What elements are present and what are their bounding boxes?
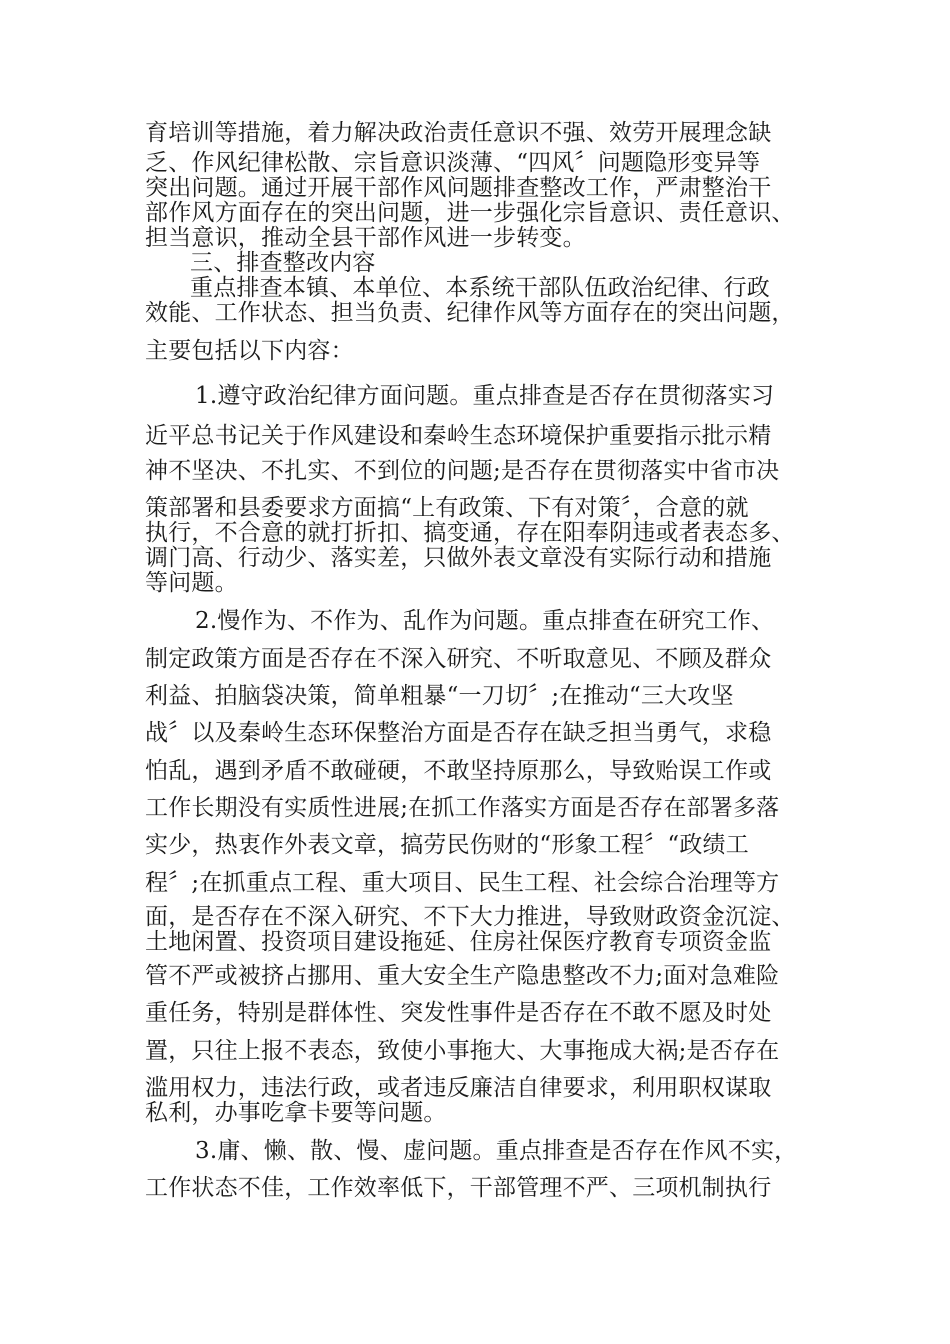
text-line: 部作风方面存在的突出问题，进一步强化宗旨意识、责任意识、 (145, 200, 795, 226)
text-line: 突出问题。通过开展干部作风问题排查整改工作，严肃整治干 (145, 175, 772, 201)
text-line: 执行，不合意的就打折扣、搞变通，存在阳奉阴违或者表态多、 (145, 520, 795, 546)
text-line: 程〞;在抓重点工程、重大项目、民生工程、社会综合治理等方 (145, 870, 780, 896)
text-line: 担当意识，推动全县干部作风进一步转变。 (145, 225, 586, 251)
text-line: 怕乱，遇到矛盾不敢碰硬，不敢坚持原那么，导致贻误工作或 (145, 758, 772, 784)
text-line: 实少，热衷作外表文章，搞劳民伤财的“形象工程〞“政绩工 (145, 832, 749, 858)
text-line: 2.慢作为、不作为、乱作为问题。重点排查在研究工作、 (195, 608, 775, 634)
text-line: 近平总书记关于作风建设和秦岭生态环境保护重要指示批示精 (145, 423, 772, 449)
text-line: 工作长期没有实质性进展;在抓工作落实方面是否存在部署多落 (145, 795, 780, 821)
text-line: 战〞以及秦岭生态环保整治方面是否存在缺乏担当勇气，求稳 (145, 720, 772, 746)
text-line: 滥用权力，违法行政，或者违反廉洁自律要求，利用职权谋取 (145, 1075, 772, 1101)
text-line: 重任务，特别是群体性、突发性事件是否存在不敢不愿及时处 (145, 1000, 772, 1026)
text-line: 3.庸、懒、散、慢、虚问题。重点排查是否存在作风不实， (195, 1138, 798, 1164)
text-line: 重点排查本镇、本单位、本系统干部队伍政治纪律、行政 (190, 275, 770, 301)
text-line: 乏、作风纪律松散、宗旨意识淡薄、“四风〞问题隐形变异等 (145, 150, 761, 176)
text-line: 土地闲置、投资项目建设拖延、住房社保医疗教育专项资金监 (145, 929, 772, 955)
text-line: 效能、工作状态、担当负责、纪律作风等方面存在的突出问题， (145, 300, 795, 326)
text-line: 制定政策方面是否存在不深入研究、不听取意见、不顾及群众 (145, 646, 772, 672)
text-line: 私利，办事吃拿卡要等问题。 (145, 1100, 447, 1126)
text-line: 育培训等措施，着力解决政治责任意识不强、效劳开展理念缺 (145, 120, 772, 146)
text-line: 神不坚决、不扎实、不到位的问题;是否存在贯彻落实中省市决 (145, 458, 780, 484)
text-line: 管不严或被挤占挪用、重大安全生产隐患整改不力;面对急难险 (145, 963, 780, 989)
text-line: 等问题。 (145, 570, 238, 596)
text-line: 面，是否存在不深入研究、不下大力推进，导致财政资金沉淀、 (145, 904, 795, 930)
text-line: 置，只往上报不表态，致使小事拖大、大事拖成大祸;是否存在 (145, 1038, 780, 1064)
text-line: 利益、拍脑袋决策，简单粗暴“一刀切〞;在推动“三大攻坚 (145, 683, 734, 709)
text-line: 策部署和县委要求方面搞“上有政策、下有对策〞，合意的就 (145, 495, 749, 521)
section-heading: 三、排查整改内容 (190, 250, 376, 276)
text-line: 调门高、行动少、落实差，只做外表文章没有实际行动和措施 (145, 545, 772, 571)
text-line: 1.遵守政治纪律方面问题。重点排查是否存在贯彻落实习 (195, 383, 775, 409)
text-line: 主要包括以下内容： (145, 338, 354, 364)
text-line: 工作状态不佳，工作效率低下，干部管理不严、三项机制执行 (145, 1175, 772, 1201)
